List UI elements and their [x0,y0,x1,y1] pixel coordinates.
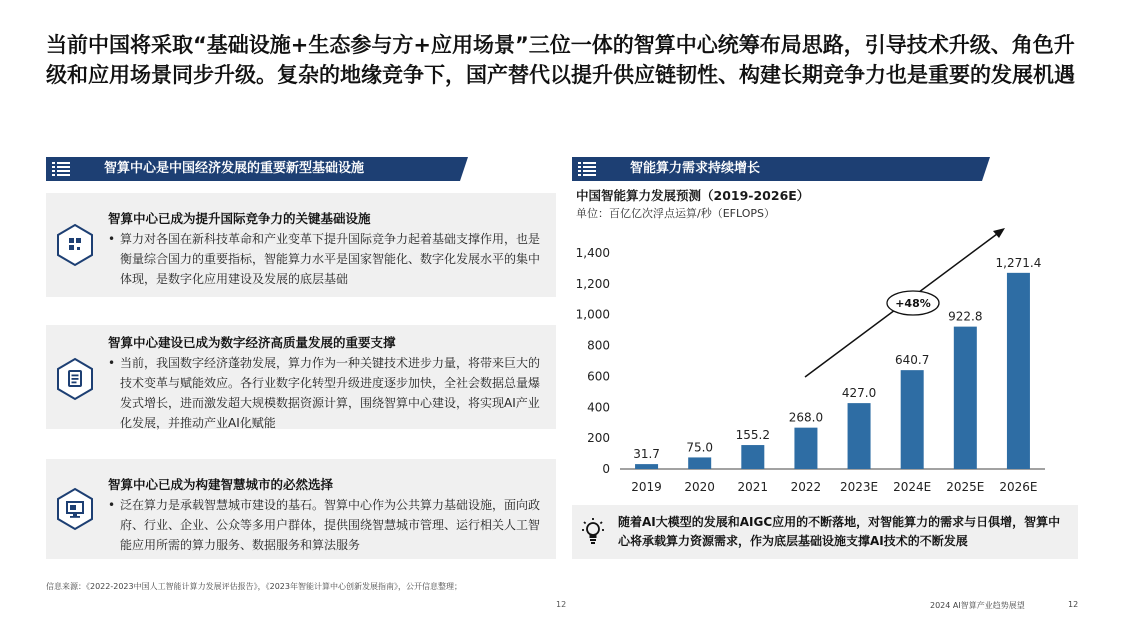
chart-title: 中国智能算力发展预测（2019-2026E） [576,188,810,203]
insight-box [572,505,1078,559]
y-tick-label: 1,400 [575,246,610,260]
page-number-center: 12 [556,600,567,609]
x-tick-label: 2026E [999,480,1038,494]
left-section-header [46,157,460,181]
card-title: 智算中心已成为构建智慧城市的必然选择 [108,477,334,492]
list-icon [52,161,70,177]
right-section-header [572,157,982,181]
cube-network-icon [55,223,95,267]
y-tick-label: 0 [602,462,610,476]
y-tick-label: 200 [587,431,610,446]
page-number: 12 [1068,600,1079,609]
bar [954,327,977,469]
bar [741,445,764,469]
report-name: 2024 AI智算产业趋势展望 [930,601,1025,610]
bar-value-label: 155.2 [735,428,770,443]
x-tick-label: 2021 [737,480,769,494]
bar-value-label: 922.8 [948,309,983,324]
x-tick-label: 2023E [840,480,879,494]
y-tick-label: 1,000 [575,307,610,322]
card-body: • 当前，我国数字经济蓬勃发展，算力作为一种关键技术进步力量，将带来巨大的技术变革与赋能效应。各行业数字化转型升级进度逐步加快，全社会数据总量爆发式增长，进而激发超大规模数据资源计算，围绕智算中心建设，将实现AI产业化发展，并推动产业AI化赋能 [108,356,541,430]
bar [635,464,658,469]
page-title: 当前中国将采取“基础设施+生态参与方+应用场景”三位一体的智算中心统筹布局思路，引导技术升级、角色升级和应用场景同步升级。复杂的地缘竞争下，国产替代以提升供应链韧性、构建长期竞争力也是重要的发展机遇 [46,33,1075,87]
left-section-title: 智算中心是中国经济发展的重要新型基础设施 [104,161,365,176]
bar [794,428,817,469]
bar-value-label: 268.0 [788,410,824,425]
document-icon [55,357,95,401]
bar-chart [570,220,1080,500]
x-tick-label: 2019 [631,480,662,494]
bar-value-label: 1,271.4 [995,255,1042,270]
insight-text: 随着AI大模型的发展和AIGC应用的不断落地，对智能算力的需求与日俱增，智算中心将承载算力资源需求，作为底层基础设施支撑AI技术的不断发展 [618,515,1061,548]
right-section-title: 智能算力需求持续增长 [630,161,761,176]
card-smart-city [46,459,556,559]
x-tick-label: 2020 [684,480,715,494]
x-tick-label: 2024E [893,480,932,494]
bar [848,403,871,469]
bar-value-label: 75.0 [686,440,714,455]
bar-value-label: 31.7 [633,447,660,462]
x-tick-label: 2025E [946,480,985,494]
bar [688,457,711,469]
y-tick-label: 600 [587,369,610,384]
monitor-icon [55,487,95,531]
y-tick-label: 400 [587,400,610,415]
card-title: 智算中心建设已成为数字经济高质量发展的重要支撑 [108,335,396,350]
y-tick-label: 800 [587,338,610,353]
card-title: 智算中心已成为提升国际竞争力的关键基础设施 [108,211,371,226]
bar-value-label: 427.0 [841,386,877,401]
source-note: 信息来源：《2022-2023中国人工智能计算力发展评估报告》，《2023年智能计算中心创新发展指南》，公开信息整理； [46,582,462,591]
card-body: • 算力对各国在新科技革命和产业变革下提升国际竞争力起着基础支撑作用，也是衡量综合国力的重要指标，智能算力水平是国家智能化、数字化发展水平的集中体现，是数字化应用建设及发展的底层基础 [108,232,541,286]
lightbulb-icon [582,517,604,545]
growth-annotation-label: +48% [895,297,931,310]
list-icon [578,161,596,177]
card-digital-economy [46,325,556,429]
bar [901,370,924,469]
bar-value-label: 640.7 [895,353,930,368]
bar [1007,273,1030,469]
card-international-competitiveness [46,193,556,297]
y-tick-label: 1,200 [575,276,610,291]
chart-unit: 单位：百亿亿次浮点运算/秒（EFLOPS） [576,207,775,220]
x-tick-label: 2022 [790,480,822,494]
card-body: • 泛在算力是承载智慧城市建设的基石。智算中心作为公共算力基础设施，面向政府、行业、企业、公众等多用户群体，提供围绕智慧城市管理、运行相关人工智能应用所需的算力服务、数据服务和算法服务 [108,498,541,552]
